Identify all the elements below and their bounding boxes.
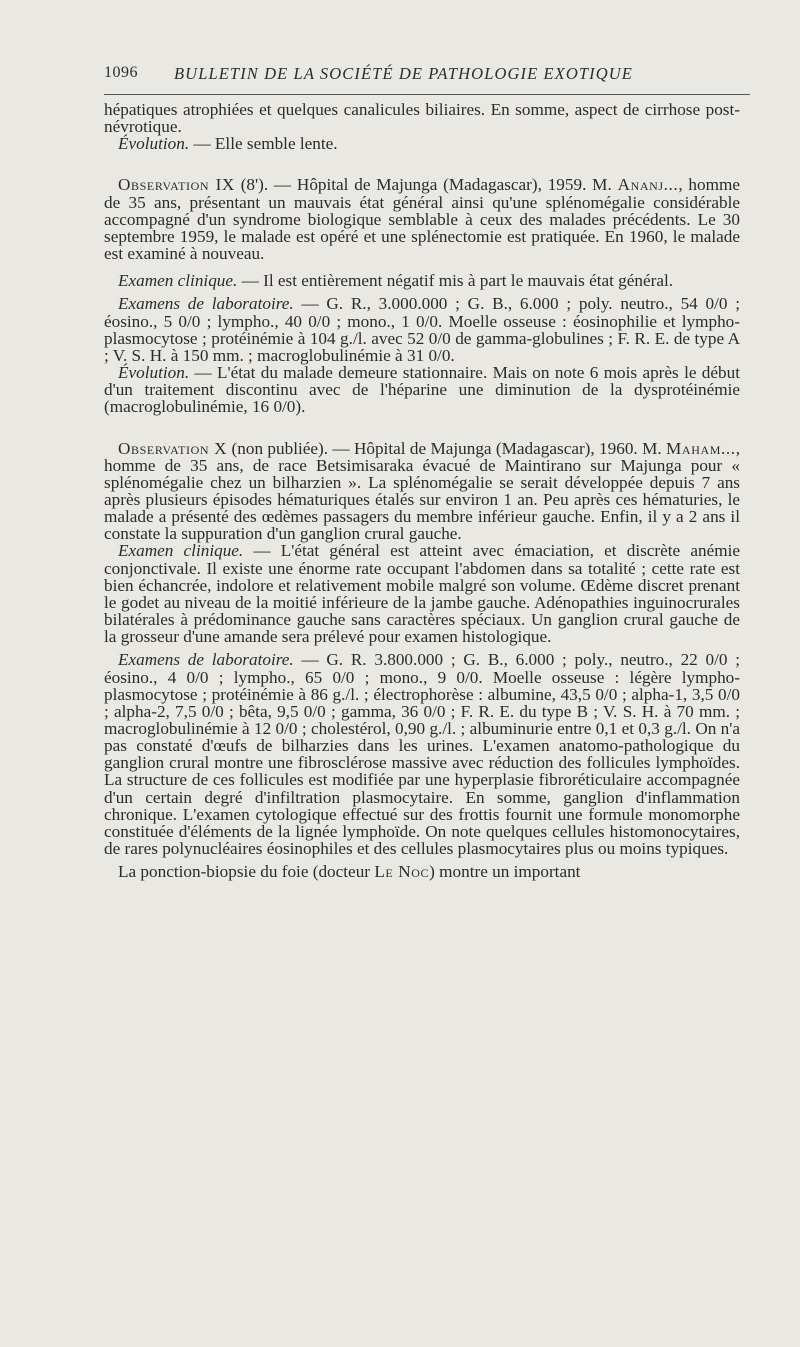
page-header xyxy=(104,60,750,90)
evolution-label: Évolution. xyxy=(118,363,190,383)
patient-name: Maham... xyxy=(666,438,736,458)
observation-x-label: Observation X xyxy=(118,438,228,458)
observation-x: Observation X (non publiée). — Hôpital de Majunga (Madagascar), 1960. M. Maham..., homme de 35 ans, de race Betsimisaraka évacué de Maintirano sur Majunga pour « splénomégalie chez un bilharzien ». La splénomégalie se serait développée depuis 7 ans après plusieurs épisodes hématuriques étalés sur environ 1 an. Peu après ces hématuries, le malade a présenté des œdèmes passagers du membre inférieur gauche. Enfin, il y a 2 ans il constate la suppuration d'un ganglion crural gauche. xyxy=(104,438,740,544)
page-number: 1096 xyxy=(104,64,138,81)
evolution-label: Évolution. xyxy=(118,134,190,154)
doctor-name: Le Noc xyxy=(374,862,430,882)
paragraph-biopsy: La ponction-biopsie du foie (docteur Le Noc) montre un important xyxy=(118,862,581,882)
paragraph-evolution: Évolution. — Elle semble lente. xyxy=(118,134,338,154)
lab-label: Examens de laboratoire. xyxy=(118,650,294,670)
observation-ix-lab: Examens de laboratoire. — G. R., 3.000.000 ; G. B., 6.000 ; poly. neutro., 54 0/0 ; éosino., 5 0/0 ; lympho., 40 0/0 ; mono., 1 0/0. Moelle osseuse : éosinophilie et lympho-plasmocytose ; protéinémie à 104 g./l. avec 52 0/0 de gamma-globulines ; F. R. E. de type A ; V. S. H. à 150 mm. ; macroglobulinémie à 31 0/0. xyxy=(104,294,740,365)
observation-ix-evolution: Évolution. — L'état du malade demeure stationnaire. Mais on note 6 mois après le début d'un traitement discontinu avec de l'héparine une diminution de la dysprotéinémie (macroglobulinémie, 16 0/0). xyxy=(104,363,740,417)
observation-ix-label: Observation IX xyxy=(118,175,235,195)
patient-name: Ananj... xyxy=(617,175,679,195)
lab-label: Examens de laboratoire. xyxy=(118,294,294,314)
paragraph-continuation: hépatiques atrophiées et quelques canalicules biliaires. En somme, aspect de cirrhose post-névrotique. xyxy=(104,100,740,137)
running-title: BULLETIN DE LA SOCIÉTÉ DE PATHOLOGIE EXOTIQUE xyxy=(174,64,633,83)
body-text xyxy=(104,101,740,880)
observation-x-clinical: Examen clinique. — L'état général est atteint avec émaciation, et discrète anémie conjonctivale. Il existe une énorme rate occupant l'abdomen dans sa totalité ; cette rate est bien échancrée, indolore et relativement mobile malgré son volume. Œdème discret prenant le godet au niveau de la moitié inférieure de la jambe gauche. Adénopathies inguinocrurales bilatérales à prédominance gauche sans caractères spéciaux. Un ganglion crural gauche de la grosseur d'une amande sera prélevé pour examen histologique. xyxy=(104,541,740,647)
header-rule xyxy=(104,94,750,95)
clinical-label: Examen clinique. xyxy=(118,271,238,291)
clinical-label: Examen clinique. xyxy=(118,541,244,561)
observation-ix: Observation IX (8'). — Hôpital de Majunga (Madagascar), 1959. M. Ananj..., homme de 35 ans, présentant un mauvais état général ainsi qu'une splénomégalie considérable accompagné d'un syndrome biologique semblable à ceux des malades précédents. Le 30 septembre 1959, le malade est opéré et une splénectomie est pratiquée. En 1960, le malade est examiné à nouveau. xyxy=(104,175,740,264)
observation-ix-clinical: Examen clinique. — Il est entièrement négatif mis à part le mauvais état général. xyxy=(118,271,674,291)
observation-x-lab: Examens de laboratoire. — G. R. 3.800.000 ; G. B., 6.000 ; poly., neutro., 22 0/0 ; éosino., 4 0/0 ; lympho., 65 0/0 ; mono., 9 0/0. Moelle osseuse : légère lympho-plasmocytose ; protéinémie à 86 g./l. ; électrophorèse : albumine, 43,5 0/0 ; alpha-1, 3,5 0/0 ; alpha-2, 7,5 0/0 ; bêta, 9,5 0/0 ; gamma, 36 0/0 ; F. R. E. du type B ; V. S. H. à 70 mm. ; macroglobulinémie à 12 0/0 ; cholestérol, 0,90 g./l. ; albuminurie entre 0,1 et 0,3 g./l. On n'a pas constaté d'œufs de bilharzies dans les urines. L'examen anatomo-pathologique du ganglion crural montre une fibrosclérose massive avec réduction des follicules lymphoïdes. La structure de ces follicules est modifiée par une hyperplasie fibroréticulaire accompagnée d'un certain degré d'infiltration plasmocytaire. En somme, ganglion d'inflammation chronique. L'examen cytologique effectué sur des frottis fournit une formule monomorphe constituée d'éléments de la lignée lymphoïde. On note quelques cellules histomonocytaires, de rares polynucléaires éosinophiles et des cellules plasmocytaires plus ou moins typiques. xyxy=(104,650,740,859)
